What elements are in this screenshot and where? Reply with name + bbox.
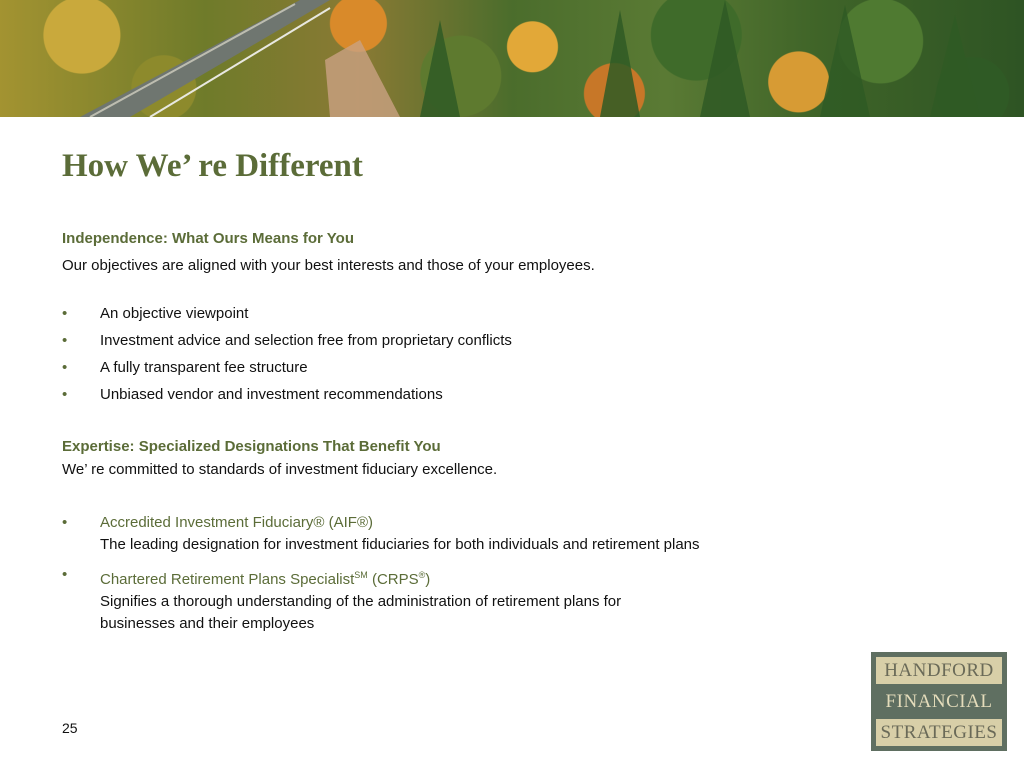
page-number: 25 <box>62 720 78 736</box>
list-item: • An objective viewpoint <box>62 305 249 322</box>
designation-name: Chartered Retirement Plans Specialist℠ (CRPS®) <box>100 570 431 588</box>
list-item: • Investment advice and selection free from proprietary conflicts <box>62 332 512 349</box>
designation-description-continued: businesses and their employees <box>100 615 315 632</box>
designation-description: The leading designation for investment fiduciaries for both individuals and retirement plans <box>100 536 700 553</box>
independence-heading: Independence: What Ours Means for You <box>62 230 354 247</box>
independence-intro: Our objectives are aligned with your best interests and those of your employees. <box>62 257 595 274</box>
bullet-icon: • <box>62 305 68 322</box>
logo-line-2: FINANCIAL <box>876 688 1002 715</box>
expertise-intro: We’ re committed to standards of investment fiduciary excellence. <box>62 461 498 478</box>
list-item: • A fully transparent fee structure <box>62 359 308 376</box>
logo-line-1: HANDFORD <box>876 657 1002 684</box>
designation-description: Signifies a thorough understanding of the administration of retirement plans for <box>100 593 622 610</box>
designation-name: Accredited Investment Fiduciary® (AIF®) <box>100 514 374 531</box>
bullet-icon: • <box>62 566 68 583</box>
logo-line-3: STRATEGIES <box>876 719 1002 746</box>
independence-bullet-list <box>62 305 512 404</box>
designation-item-crps <box>62 566 700 633</box>
bullet-icon: • <box>62 514 68 531</box>
bullet-icon: • <box>62 332 68 349</box>
bullet-icon: • <box>62 386 68 403</box>
designation-item-aif <box>62 514 700 554</box>
expertise-heading: Expertise: Specialized Designations That Benefit You <box>62 438 441 455</box>
list-item: • Unbiased vendor and investment recommendations <box>62 386 443 403</box>
bullet-icon: • <box>62 359 68 376</box>
designation-list <box>62 514 700 633</box>
company-logo <box>871 652 1007 751</box>
road-illustration <box>0 0 1024 117</box>
page-title: How We’ re Different <box>62 148 363 184</box>
header-landscape-photo <box>0 0 1024 117</box>
